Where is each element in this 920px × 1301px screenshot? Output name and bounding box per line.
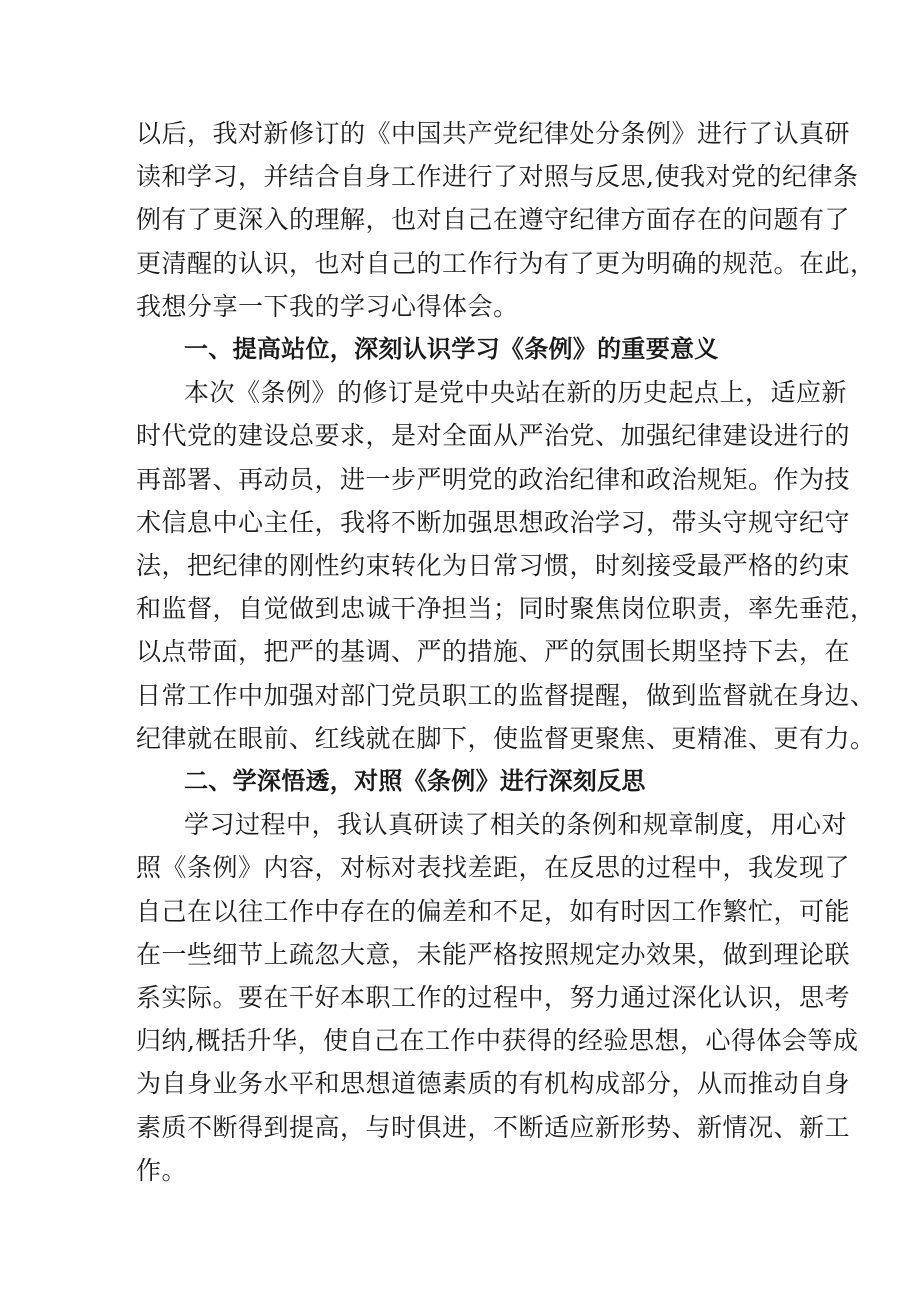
paragraph-line: 法，把纪律的刚性约束转化为日常习惯，时刻接受最严格的约束 (136, 551, 851, 581)
paragraph-line: 术信息中心主任，我将不断加强思想政治学习，带头守规守纪守 (136, 507, 851, 537)
paragraph-line: 读和学习，并结合自身工作进行了对照与反思,使我对党的纪律条 (136, 162, 859, 192)
paragraph-line: 纪律就在眼前、红线就在脚下，使监督更聚焦、更精准、更有力。 (136, 723, 876, 753)
paragraph-line: 学习过程中，我认真研读了相关的条例和规章制度，用心对 (184, 810, 848, 840)
paragraph-line: 为自身业务水平和思想道德素质的有机构成部分，从而推动自身 (136, 1069, 851, 1099)
document-body (136, 112, 876, 1192)
paragraph-line: 在一些细节上疏忽大意，未能严格按照规定办效果，做到理论联 (136, 939, 851, 969)
paragraph-line: 自己在以往工作中存在的偏差和不足，如有时因工作繁忙，可能 (136, 896, 851, 926)
section-2-heading: 二、学深悟透，对照《条例》进行深刻反思 (184, 767, 646, 796)
intro-paragraph (136, 112, 876, 328)
paragraph-line: 和监督，自觉做到忠诚干净担当；同时聚焦岗位职责，率先垂范， (136, 594, 876, 624)
paragraph-line: 本次《条例》的修订是党中央站在新的历史起点上，适应新 (184, 378, 848, 408)
paragraph-line: 时代党的建设总要求，是对全面从严治党、加强纪律建设进行的 (136, 421, 851, 451)
paragraph-line: 以后，我对新修订的《中国共产党纪律处分条例》进行了认真研 (136, 119, 851, 148)
section-2-paragraph (136, 803, 859, 1192)
section-1-paragraph (136, 371, 876, 760)
paragraph-line: 日常工作中加强对部门党员职工的监督提醒，做到监督就在身边、 (136, 680, 876, 710)
paragraph-line: 再部署、再动员，进一步严明党的政治纪律和政治规矩。作为技 (136, 464, 851, 494)
paragraph-line: 例有了更深入的理解，也对自己在遵守纪律方面存在的问题有了 (136, 205, 851, 235)
paragraph-line: 更清醒的认识，也对自己的工作行为有了更为明确的规范。在此， (136, 248, 876, 278)
paragraph-line: 素质不断得到提高，与时俱进，不断适应新形势、新情况、新工 (136, 1112, 851, 1142)
paragraph-line: 我想分享一下我的学习心得体会。 (136, 291, 519, 321)
paragraph-line: 照《条例》内容，对标对表找差距，在反思的过程中，我发现了 (136, 853, 851, 883)
paragraph-line: 以点带面，把严的基调、严的措施、严的氛围长期坚持下去，在 (136, 637, 851, 667)
paragraph-line: 系实际。要在干好本职工作的过程中，努力通过深化认识，思考 (136, 983, 851, 1013)
paragraph-line: 作。 (136, 1155, 188, 1185)
paragraph-line: 归纳,概括升华，使自己在工作中获得的经验思想，心得体会等成 (136, 1026, 859, 1056)
section-1-heading: 一、提高站位，深刻认识学习《条例》的重要意义 (184, 335, 719, 364)
